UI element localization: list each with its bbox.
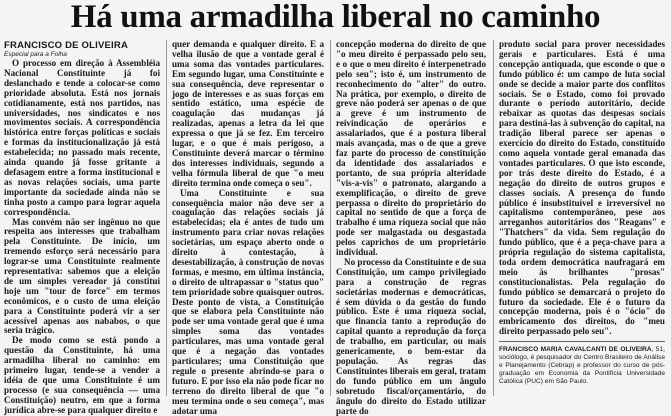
article-body <box>4 39 667 416</box>
byline-subtitle: Especial para a Folha <box>4 51 67 58</box>
text-column-3 <box>336 39 486 416</box>
column-divider <box>493 40 494 396</box>
column-divider <box>330 40 331 396</box>
paragraph: Uma Constituinte e sua consequência maior não deve ser a coagulação das relações sociais já estabelecidas; ela é antes de tudo um instrumento para criar novas relações societárias, um espaço aberto onde o direito à contestação, à desestabilização, à construção de novas formas, e mesmo, em última instância, o direito de ultrapassar o "status quo" tem prioridade sobre quaisquer outros. Deste ponto de vista, a Constituição que se elabora pela Constituinte não pode ser uma vontade geral que é uma simples soma das vontades particulares, mas uma vontade geral que é a negação das vontades particulares; uma Constituição que regule o presente abrindo-se para o futuro. E por isso ela não pode ficar no terreno do direito liberal de que "o meu termina onde o seu começa", mas adotar uma <box>172 187 324 416</box>
paragraph: produto social para prover necessidades gerais e particulares. Está é uma concepção antiquada, que esconde o que o fundo público é: um campo de luta social onde se decide a maior parte dos conflitos sociais. Se o Estado, como foi provado durante o período autoritário, decide rebaixar as quotas das despesas sociais para destiná-las à subvenção do capital, na tradição liberal parece ser apenas o exercício do direito do Estado, constituído como aquela vontade geral emanada das vontades particulares. O que isto esconde, por trás deste direito do Estado, é a negação do direito de outros grupos e classes sociais. A presença do fundo público é insubstituível e irreversível no capitalismo contemporâneo, pese aos arreganhos autoritários dos "Reagans" e "Thatchers" da vida. Sem regulação do fundo público, que é a peça-chave para a própria regulação do sistema capitalista, toda ordem democrática naufragará em meio às brilhantes "prosas" constitucionalistas. Pela regulação do fundo público se demarcará o projeto do futuro da sociedade. Ele é o futuro da concepção moderna, pois é o "ócio" do embricamento dos direitos, do "meu direito perpassado pelo seu". <box>499 39 665 337</box>
paragraph: O processo em direção à Assembléia Nacional Constituinte já foi deslanchado e tende a colocar-se como prioridade absoluta. Está nos jornais cotidianamente, está nos partidos, nas universidades, nos sindicatos e nos movimentos sociais. A correspondência histórica entre forças políticas e sociais e formas da institucionalização já está estabelecida; no passado mais recente, ainda quando já fosse gritante a defasagem entre a forma institucional e as novas relações sociais, uma parte importante da sociedade ainda não se tinha posto a campo para lograr aquela correspondência. <box>4 58 160 217</box>
text-column-4 <box>499 40 665 396</box>
author-bio <box>499 341 665 386</box>
text-column-2 <box>172 39 324 416</box>
bio-name: FRANCISCO MARIA CAVALCANTI DE OLIVEIRA <box>499 346 652 354</box>
article-headline: Há uma armadilha liberal no caminho <box>70 0 601 35</box>
paragraph: De modo como se está pondo a questão da Constituinte, há uma armadilha liberal no caminho: em primeiro lugar, tende-se a vender a idéia de que uma Constituinte é um processo (e sua consequência — uma Constituição) neutro, em que a forma jurídica abre-se para qualquer direito e <box>4 335 160 415</box>
paragraph: concepção moderna do direito de que "o meu direito é perpassado pelo seu, e o que o meu direito é interpenetrado pelo seu"; isto é, um instrumento de reconhecimento do "alter" do outro. Na prática, por exemplo, o direito de greve não poderá ser apenas o de que a greve é um instrumento de reivindicação de operários e assalariados, que é a postura liberal mais avançada, mas o de que a greve faz parte do processo de constituição da identidade dos assalariados e portanto, de sua própria alteridade "vis-a-vis" o patronato, alargando a exemplificação, o direito de greve perpassa o direito do proprietário do capital no sentido de que a força de trabalho é uma riqueza social que não pode ser malgastada ou desgastada pelos caprichos de um proprietário individual. <box>336 39 486 258</box>
paragraph: quer demanda e qualquer direito. E a velha ilusão de que a vontade geral é uma soma das vontades particulares. Em segundo lugar, uma Constituinte e sua consequência, deve representar o jogo de interesses e as suas forças em sentido estático, uma espécie de coagulação das mudanças já realizadas, apenas a letra da lei que expressa o que já se fez. Em terceiro lugar, e o que é mais perigoso, a Constituinte deverá marcar o término dos interesses individuais, segundo a velha fórmula liberal de que "o meu direito termina onde começa o seu". <box>172 39 324 188</box>
author-byline: FRANCISCO DE OLIVEIRA <box>4 40 129 51</box>
paragraph: Mas convém não ser ingênuo no que respeita aos interesses que trabalham pela Constituinte. De início, um tremendo esforço será necessário para lograr-se uma Constituinte realmente representativa: sabemos que a eleição de um simples vereador já constitui hoje um "tour de force" em termos econômicos, e o custo de uma eleição para a Constituinte poderá vir a ser acessível apenas aos nababos, o que seria trágico. <box>4 216 160 336</box>
text-column-1 <box>4 40 160 415</box>
column-divider <box>166 40 167 396</box>
paragraph: No processo da Constituinte e de sua Constituição, um campo privilegiado para a construção de regras societárias modernas e democráticas, é sem dúvida o da gestão do fundo público. Este é uma riqueza social, que financia tanto a reprodução do capital quanto a reprodução da força de trabalho, em particular, ou mais genericamente, o bem-estar da população. As regras das Constituintes liberais em geral, tratam do fundo público em um ângulo sobretudo fiscal/orçamentário, do ângulo do direito do Estado utilizar parte do <box>336 256 486 416</box>
bio-text: , 51, sociólogo, é pesquisador do Centro Brasileiro de Análise e Planejamento (Cebrap) e professor do curso de pós-graduação em Economia da Pontifícia Universidade Católica (PUC) em São Paulo. <box>499 346 665 386</box>
